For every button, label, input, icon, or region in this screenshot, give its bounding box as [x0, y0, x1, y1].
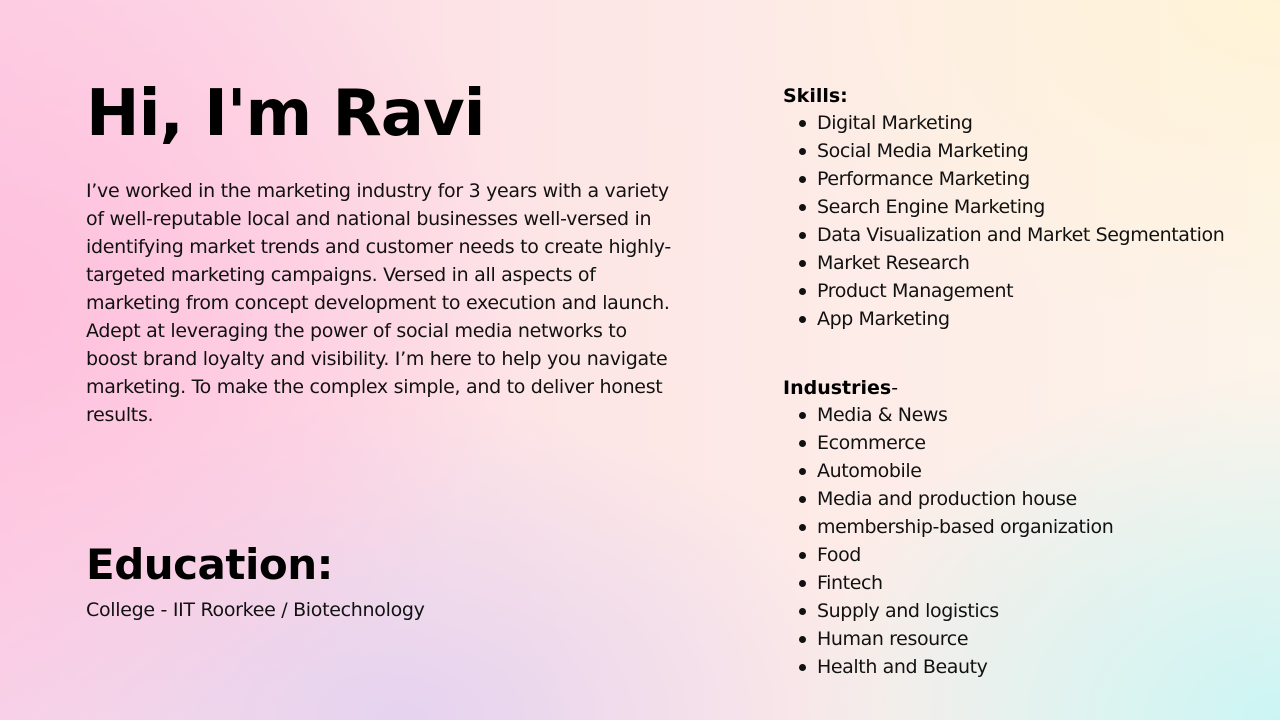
skills-list-item: Market Research — [797, 249, 1278, 277]
industries-heading — [783, 375, 1278, 401]
bio-paragraph: I’ve worked in the marketing industry for 3 years with a variety of well-reputable local and national businesses well-versed in identifying market trends and customer needs to create highly-targeted marketing campaigns. Versed in all aspects of marketing from concept development to execution and launch. Adept at leveraging the power of social media networks to boost brand loyalty and visibility. I’m here to help you navigate marketing. To make the complex simple, and to deliver honest results. — [86, 180, 671, 426]
skills-list-item: App Marketing — [797, 305, 1278, 333]
skills-heading — [783, 83, 1278, 109]
hero-title: Hi, I'm Ravi — [86, 77, 485, 151]
industries-list-item: Food — [797, 541, 1278, 569]
industries-list-item: Supply and logistics — [797, 597, 1278, 625]
industries-list-item: membership-based organization — [797, 513, 1278, 541]
industries-section — [783, 375, 1278, 681]
education-detail: College - IIT Roorkee / Biotechnology — [86, 599, 425, 621]
industries-list-item: Ecommerce — [797, 429, 1278, 457]
industries-list-item: Fintech — [797, 569, 1278, 597]
industries-list-item: Health and Beauty — [797, 653, 1278, 681]
details-column — [783, 83, 1278, 681]
skills-section — [783, 83, 1278, 333]
industries-list-item: Automobile — [797, 457, 1278, 485]
industries-list-item: Human resource — [797, 625, 1278, 653]
skills-list-item: Data Visualization and Market Segmentation — [797, 221, 1278, 249]
industries-list — [783, 401, 1278, 681]
industries-heading-suffix: - — [891, 377, 899, 399]
education-section — [86, 540, 425, 624]
skills-list-item: Digital Marketing — [797, 109, 1278, 137]
skills-list-item: Performance Marketing — [797, 165, 1278, 193]
skills-list-item: Search Engine Marketing — [797, 193, 1278, 221]
skills-list — [783, 109, 1278, 333]
skills-heading-text: Skills: — [783, 85, 848, 107]
skills-list-item: Social Media Marketing — [797, 137, 1278, 165]
skills-list-item: Product Management — [797, 277, 1278, 305]
industries-heading-text: Industries — [783, 377, 892, 399]
industries-list-item: Media and production house — [797, 485, 1278, 513]
intro-section — [86, 77, 676, 429]
education-title: Education: — [86, 540, 333, 589]
industries-list-item: Media & News — [797, 401, 1278, 429]
